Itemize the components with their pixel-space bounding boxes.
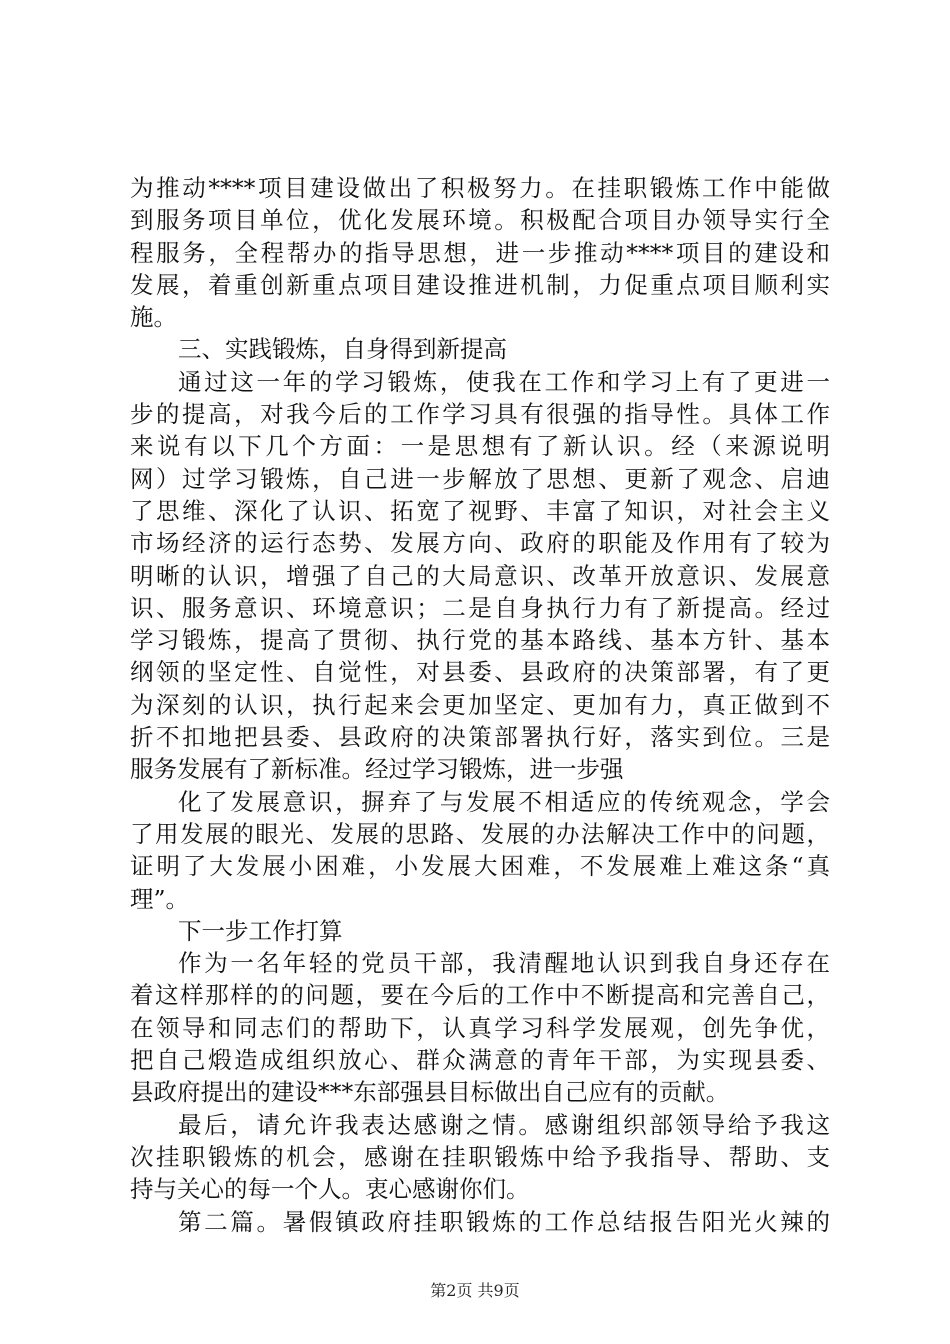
text-line: 学习锻炼，提高了贯彻、执行党的基本路线、基本方针、基本: [130, 626, 830, 655]
text-line: 施。: [130, 303, 177, 332]
text-line: 证明了大发展小困难，小发展大困难，不发展难上难这条“真: [130, 852, 830, 881]
text-line: 发展，着重创新重点项目建设推进机制，力促重点项目顺利实: [130, 270, 830, 299]
text-line: 化了发展意识，摒弃了与发展不相适应的传统观念，学会: [178, 787, 830, 816]
text-line: 着这样那样的的问题，要在今后的工作中不断提高和完善自己，: [130, 981, 830, 1010]
text-line: 把自己煅造成组织放心、群众满意的青年干部，为实现县委、: [130, 1046, 830, 1075]
text-line: 到服务项目单位，优化发展环境。积极配合项目办领导实行全: [130, 206, 830, 235]
text-line: 了思维、深化了认识、拓宽了视野、丰富了知识，对社会主义: [130, 496, 830, 525]
text-line: 在领导和同志们的帮助下，认真学习科学发展观，创先争优，: [130, 1013, 830, 1042]
text-line: 次挂职锻炼的机会，感谢在挂职锻炼中给予我指导、帮助、支: [130, 1142, 830, 1171]
page-footer: 第2页 共9页: [430, 1281, 520, 1300]
text-line: 折不扣地把县委、县政府的决策部署执行好，落实到位。三是: [130, 723, 830, 752]
text-line: 下一步工作打算: [178, 916, 343, 945]
text-line: 第二篇。暑假镇政府挂职锻炼的工作总结报告阳光火辣的: [178, 1207, 830, 1236]
text-line: 三、实践锻炼，自身得到新提高: [178, 335, 507, 364]
text-line: 市场经济的运行态势、发展方向、政府的职能及作用有了较为: [130, 529, 830, 558]
text-line: 步的提高，对我今后的工作学习具有很强的指导性。具体工作: [130, 400, 830, 429]
text-line: 县政府提出的建设***东部强县目标做出自己应有的贡献。: [130, 1078, 730, 1107]
text-line: 最后，请允许我表达感谢之情。感谢组织部领导给予我这: [178, 1110, 830, 1139]
text-line: 通过这一年的学习锻炼，使我在工作和学习上有了更进一: [178, 367, 830, 396]
text-line: 持与关心的每一个人。衷心感谢你们。: [130, 1175, 530, 1204]
text-line: 网）过学习锻炼，自己进一步解放了思想、更新了观念、启迪: [130, 464, 830, 493]
text-line: 为推动****项目建设做出了积极努力。在挂职锻炼工作中能做: [130, 174, 830, 202]
text-line: 为深刻的认识，执行起来会更加坚定、更加有力，真正做到不: [130, 690, 830, 719]
text-line: 了用发展的眼光、发展的思路、发展的办法解决工作中的问题，: [130, 819, 830, 848]
text-line: 服务发展有了新标准。经过学习锻炼，进一步强: [130, 755, 624, 784]
text-line: 来说有以下几个方面：一是思想有了新认识。经（来源说明: [130, 432, 830, 461]
text-line: 作为一名年轻的党员干部，我清醒地认识到我自身还存在: [178, 949, 830, 978]
text-line: 识、服务意识、环境意识；二是自身执行力有了新提高。经过: [130, 593, 830, 622]
text-line: 理”。: [130, 884, 190, 913]
text-line: 明晰的认识，增强了自己的大局意识、改革开放意识、发展意: [130, 561, 830, 590]
text-line: 纲领的坚定性、自觉性，对县委、县政府的决策部署，有了更: [130, 658, 830, 687]
text-line: 程服务，全程帮办的指导思想，进一步推动****项目的建设和: [130, 238, 830, 267]
document-body: [130, 172, 830, 1238]
